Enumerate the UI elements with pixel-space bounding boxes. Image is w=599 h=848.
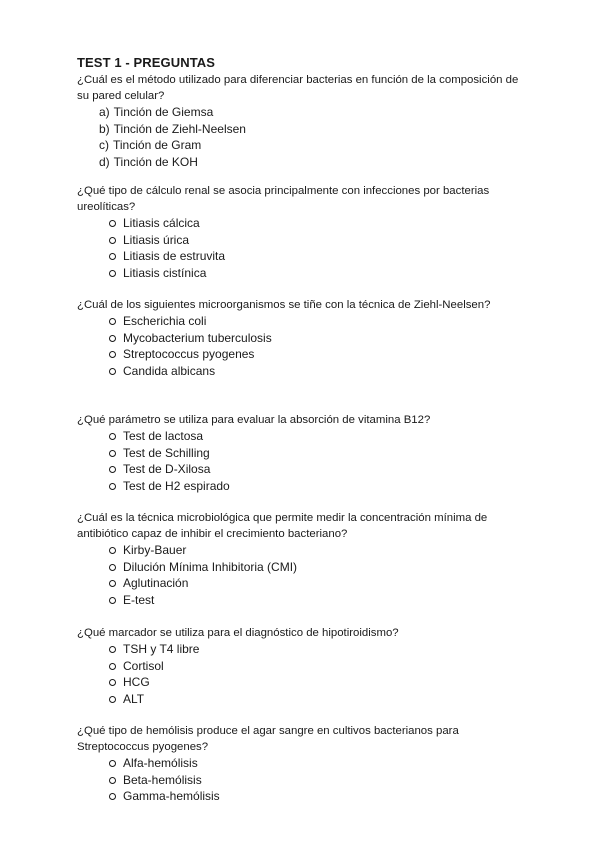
option-letter: b) bbox=[99, 121, 110, 136]
option-label: Candida albicans bbox=[123, 363, 216, 378]
bullet-circle-icon bbox=[109, 318, 116, 325]
option-item bbox=[77, 121, 532, 138]
option-item bbox=[77, 445, 532, 462]
bullet-circle-icon bbox=[109, 220, 116, 227]
options-list bbox=[77, 104, 532, 170]
option-label: Mycobacterium tuberculosis bbox=[123, 330, 272, 345]
option-label: Litiasis de estruvita bbox=[123, 249, 226, 264]
bullet-circle-icon bbox=[109, 696, 116, 703]
option-item bbox=[77, 248, 532, 265]
option-letter: c) bbox=[99, 138, 109, 153]
question-text: ¿Qué parámetro se utiliza para evaluar la absorción de vitamina B12? bbox=[77, 414, 431, 426]
option-label: Streptococcus pyogenes bbox=[123, 347, 255, 362]
bullet-circle-icon bbox=[109, 335, 116, 342]
option-label: Litiasis úrica bbox=[123, 232, 190, 247]
option-label: Test de Schilling bbox=[123, 445, 210, 460]
question-block bbox=[77, 510, 532, 608]
option-item bbox=[77, 559, 532, 576]
option-label: E-test bbox=[123, 592, 155, 607]
question-block bbox=[77, 183, 532, 281]
bullet-circle-icon bbox=[109, 597, 116, 604]
options-list bbox=[77, 428, 532, 494]
option-label: Tinción de Giemsa bbox=[113, 105, 214, 119]
question-block bbox=[77, 625, 532, 707]
question-text: ¿Qué marcador se utiliza para el diagnóstico de hipotiroidismo? bbox=[77, 627, 399, 639]
option-letter: a) bbox=[99, 105, 110, 119]
option-label: Test de H2 espirado bbox=[123, 478, 230, 493]
option-label: Test de D-Xilosa bbox=[123, 462, 211, 477]
option-label: Alfa-hemólisis bbox=[123, 756, 198, 770]
question-text: ¿Cuál es la técnica microbiológica que permite medir la concentración mínima de antibiótico capaz de inhibir el crecimiento bacteriano? bbox=[77, 512, 488, 540]
bullet-circle-icon bbox=[109, 483, 116, 490]
option-item bbox=[77, 215, 532, 232]
option-item bbox=[77, 363, 532, 380]
option-label: ALT bbox=[123, 691, 145, 706]
bullet-circle-icon bbox=[109, 466, 116, 473]
option-label: Gamma-hemólisis bbox=[123, 789, 220, 804]
option-label: Litiasis cálcica bbox=[123, 216, 200, 230]
option-label: Aglutinación bbox=[123, 576, 189, 591]
option-item bbox=[77, 330, 532, 347]
bullet-circle-icon bbox=[109, 663, 116, 670]
option-label: TSH y T4 libre bbox=[123, 642, 200, 656]
option-label: Litiasis cistínica bbox=[123, 265, 207, 280]
bullet-circle-icon bbox=[109, 646, 116, 653]
option-label: Test de lactosa bbox=[123, 429, 204, 443]
option-label: Beta-hemólisis bbox=[123, 772, 202, 787]
question-block bbox=[77, 723, 532, 805]
question-block bbox=[77, 72, 532, 170]
question-text: ¿Qué tipo de cálculo renal se asocia principalmente con infecciones por bacterias ureolíticas? bbox=[77, 185, 490, 213]
question-block bbox=[77, 297, 532, 379]
option-item bbox=[77, 674, 532, 691]
page-title: TEST 1 - PREGUNTAS bbox=[77, 55, 216, 70]
option-item bbox=[77, 313, 532, 330]
option-label: Escherichia coli bbox=[123, 314, 207, 328]
bullet-circle-icon bbox=[109, 564, 116, 571]
option-label: Cortisol bbox=[123, 658, 164, 673]
option-item bbox=[77, 346, 532, 363]
bullet-circle-icon bbox=[109, 237, 116, 244]
bullet-circle-icon bbox=[109, 351, 116, 358]
option-item bbox=[77, 658, 532, 675]
bullet-circle-icon bbox=[109, 450, 116, 457]
option-item bbox=[77, 137, 532, 154]
bullet-circle-icon bbox=[109, 547, 116, 554]
bullet-circle-icon bbox=[109, 433, 116, 440]
bullet-circle-icon bbox=[109, 253, 116, 260]
bullet-circle-icon bbox=[109, 760, 116, 767]
option-label: Dilución Mínima Inhibitoria (CMI) bbox=[123, 559, 298, 574]
option-item bbox=[77, 592, 532, 609]
option-label: HCG bbox=[123, 675, 150, 690]
bullet-circle-icon bbox=[109, 368, 116, 375]
option-item bbox=[77, 428, 532, 445]
question-block bbox=[77, 412, 532, 494]
bullet-circle-icon bbox=[109, 580, 116, 587]
bullet-circle-icon bbox=[109, 777, 116, 784]
option-item bbox=[77, 265, 532, 282]
option-label: Tinción de Gram bbox=[113, 138, 202, 153]
option-item bbox=[77, 755, 532, 772]
option-item bbox=[77, 478, 532, 495]
option-item bbox=[77, 575, 532, 592]
option-label: Kirby-Bauer bbox=[123, 543, 187, 557]
option-item bbox=[77, 461, 532, 478]
bullet-circle-icon bbox=[109, 679, 116, 686]
options-list bbox=[77, 641, 532, 707]
option-item bbox=[77, 542, 532, 559]
option-item bbox=[77, 788, 532, 805]
question-text: ¿Cuál de los siguientes microorganismos se tiñe con la técnica de Ziehl-Neelsen? bbox=[77, 299, 491, 311]
option-item bbox=[77, 154, 532, 171]
bullet-circle-icon bbox=[109, 270, 116, 277]
option-label: Tinción de KOH bbox=[113, 154, 198, 169]
option-item bbox=[77, 641, 532, 658]
bullet-circle-icon bbox=[109, 793, 116, 800]
question-text: ¿Qué tipo de hemólisis produce el agar sangre en cultivos bacterianos para Streptococcus pyogenes? bbox=[77, 725, 459, 753]
option-item bbox=[77, 232, 532, 249]
option-item bbox=[77, 772, 532, 789]
options-list bbox=[77, 215, 532, 281]
option-letter: d) bbox=[99, 154, 110, 169]
question-text: ¿Cuál es el método utilizado para diferenciar bacterias en función de la composición de su pared celular? bbox=[77, 74, 519, 102]
options-list bbox=[77, 313, 532, 379]
option-item bbox=[77, 691, 532, 708]
option-item bbox=[77, 104, 532, 121]
option-label: Tinción de Ziehl-Neelsen bbox=[113, 121, 246, 136]
options-list bbox=[77, 755, 532, 805]
options-list bbox=[77, 542, 532, 608]
